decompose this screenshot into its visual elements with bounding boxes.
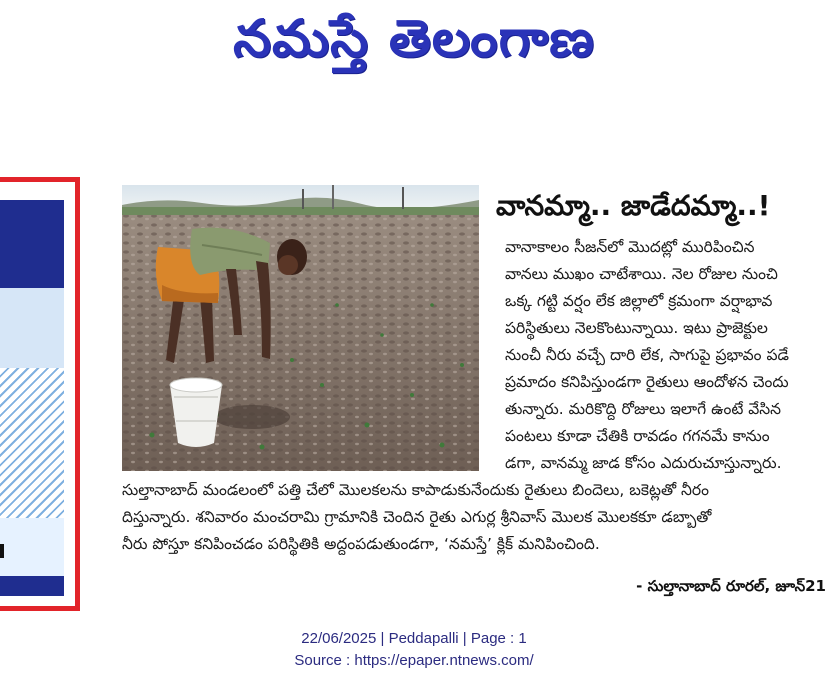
article-line: పంటలు కూడా చేతికి రావడం గగనమే కానుం [505,427,770,445]
farmer-field-photo [122,185,479,471]
masthead [0,0,828,80]
page-footer [0,628,828,672]
footer-source-link[interactable]: Source : https://epaper.ntnews.com/ [294,652,534,669]
article-line: నీరు పోస్తూ కనిపించడం పరిస్థితికి అద్దంపడుతుండగా, ‘నమస్తే’ క్లిక్ మనిపించింది. [122,535,600,553]
article-line: పరిస్థితులు నెలకొంటున్నాయి. ఇటు ప్రాజెక్టుల [505,319,768,337]
article-line: వానలు ముఖం చాటేశాయి. నెల రోజుల నుంచి [505,265,778,283]
article-dateline: - సుల్తానాబాద్ రూరల్, జూన్21 [636,577,826,595]
article-line: నుంచీ నీరు వచ్చే దారి లేక, సాగుపై ప్రభావం పడే [505,346,789,364]
article-line: తున్నారు. మరికొద్ది రోజులు ఇలాగే ఉంటే వేసిన [505,400,782,418]
article-line: సుల్తానాబాద్ మండలంలో పత్తి చేలో మొలకలను కాపాడుకునేందుకు రైతులు బిందెలు, బకెట్లతో నీరం [122,481,709,499]
article-line: ప్రమాదం కనిపిస్తుండగా రైతులు ఆందోళన చెందు [505,373,789,391]
newspaper-logo-title: నమస్తే తెలంగాణ [233,8,595,69]
article-line: వానాకాలం సీజన్‌లో మొదట్లో మురిపించిన [505,238,755,256]
cropped-advertisement-panel [0,177,80,611]
footer-meta: 22/06/2025 | Peddapalli | Page : 1 [301,630,527,647]
article-line: దిస్తున్నారు. శనివారం మంచరామి గ్రామానికి చెందిన రైతు ఎగుర్ల శ్రీనివాస్ మొలక మొలకకూ డబ్బాతో [122,508,712,526]
article-headline: వానమ్మా.. జాడేదమ్మా..! [496,189,771,222]
article-line: డగా, వానమ్మ జాడ కోసం ఎదురుచూస్తున్నారు. [505,454,782,472]
article-line: ఒక్క గట్టి వర్షం లేక జిల్లాలో క్రమంగా వర్షాభావ [505,292,773,310]
